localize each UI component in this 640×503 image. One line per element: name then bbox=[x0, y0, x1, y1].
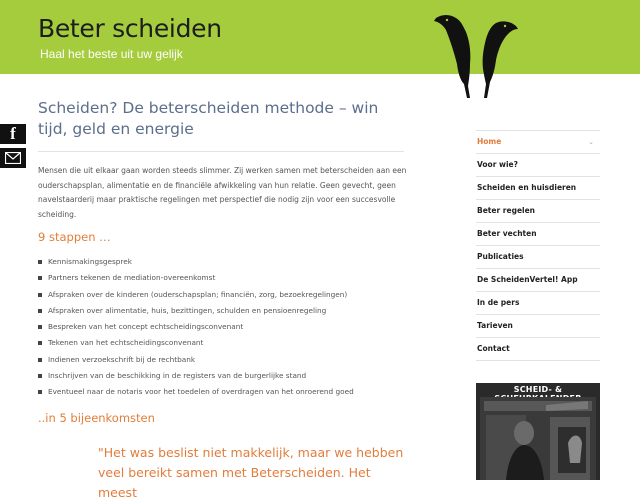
list-item: Afspraken over de kinderen (ouderschapsplan; financiën, zorg, bezoekregelingen) bbox=[38, 287, 408, 303]
nav-item-scheiden-en-huisdieren[interactable] bbox=[476, 176, 600, 199]
calendar-promo-banner[interactable] bbox=[476, 383, 600, 480]
nav-item-label: Tarieven bbox=[477, 321, 513, 330]
title-divider bbox=[38, 151, 404, 152]
nav-item-label: Beter regelen bbox=[477, 206, 536, 215]
list-item: Tekenen van het echtscheidingsconvenant bbox=[38, 335, 408, 351]
social-bar bbox=[0, 124, 26, 172]
site-title[interactable]: Beter scheiden bbox=[38, 14, 222, 43]
nav-item-contact[interactable] bbox=[476, 337, 600, 360]
mail-icon[interactable] bbox=[0, 148, 26, 168]
nav-item-tarieven[interactable] bbox=[476, 314, 600, 337]
list-item: Eventueel naar de notaris voor het toedelen of overdragen van het onroerend goed bbox=[38, 384, 408, 400]
facebook-icon[interactable]: f bbox=[0, 124, 26, 144]
nav-item-label: Voor wie? bbox=[477, 160, 518, 169]
nav-item-home[interactable] bbox=[476, 130, 600, 153]
nav-divider bbox=[476, 360, 600, 362]
steps-list bbox=[38, 254, 408, 401]
steps-heading: 9 stappen … bbox=[38, 230, 111, 244]
intro-paragraph: Mensen die uit elkaar gaan worden steeds slimmer. Zij werken samen met beterscheiden aan een ouderschapsplan, alimentatie en de financiële afwikkeling van hun relatie. Geen gevecht, geen navelstaarderij maar praktische regelingen met perspectief die nodig zijn voor een succesvolle scheiding. bbox=[38, 166, 407, 219]
list-item: Inschrijven van de beschikking in de registers van de burgerlijke stand bbox=[38, 368, 408, 384]
sidebar-nav bbox=[476, 130, 600, 362]
list-item: Partners tekenen de mediation-overeenkomst bbox=[38, 270, 408, 286]
nav-item-label: Home bbox=[477, 137, 502, 146]
list-item: Kennismakingsgesprek bbox=[38, 254, 408, 270]
nav-item-label: In de pers bbox=[477, 298, 520, 307]
nav-item-beter-regelen[interactable] bbox=[476, 199, 600, 222]
page-title: Scheiden? De beterscheiden methode – win tijd, geld en energie bbox=[38, 99, 379, 138]
promo-photo bbox=[476, 383, 600, 480]
nav-item-publicaties[interactable] bbox=[476, 245, 600, 268]
promo-title: SCHEID- & bbox=[513, 385, 563, 394]
list-item: Indienen verzoekschrift bij de rechtbank bbox=[38, 352, 408, 368]
chevron-down-icon[interactable]: ⌄ bbox=[588, 138, 594, 146]
nav-item-voor-wie[interactable] bbox=[476, 153, 600, 176]
nav-item-label: Contact bbox=[477, 344, 510, 353]
main-content bbox=[38, 98, 408, 503]
testimonial-quote: "Het was beslist niet makkelijk, maar we hebben veel bereikt samen met Beterscheiden. Het meest bbox=[98, 444, 404, 500]
nav-item-label: Scheiden en huisdieren bbox=[477, 183, 577, 192]
nav-item-label: De ScheidenVertel! App bbox=[477, 275, 578, 284]
nav-item-app[interactable] bbox=[476, 268, 600, 291]
nav-item-label: Beter vechten bbox=[477, 229, 537, 238]
site-header bbox=[0, 0, 640, 74]
list-item: Bespreken van het concept echtscheidingsconvenant bbox=[38, 319, 408, 335]
nav-item-in-de-pers[interactable] bbox=[476, 291, 600, 314]
site-tagline: Haal het beste uit uw gelijk bbox=[40, 47, 183, 61]
nav-item-label: Publicaties bbox=[477, 252, 524, 261]
birds-logo bbox=[430, 12, 522, 100]
meetings-heading: ..in 5 bijeenkomsten bbox=[38, 410, 155, 425]
list-item: Afspraken over alimentatie, huis, bezittingen, schulden en pensioenregeling bbox=[38, 303, 408, 319]
nav-item-beter-vechten[interactable] bbox=[476, 222, 600, 245]
